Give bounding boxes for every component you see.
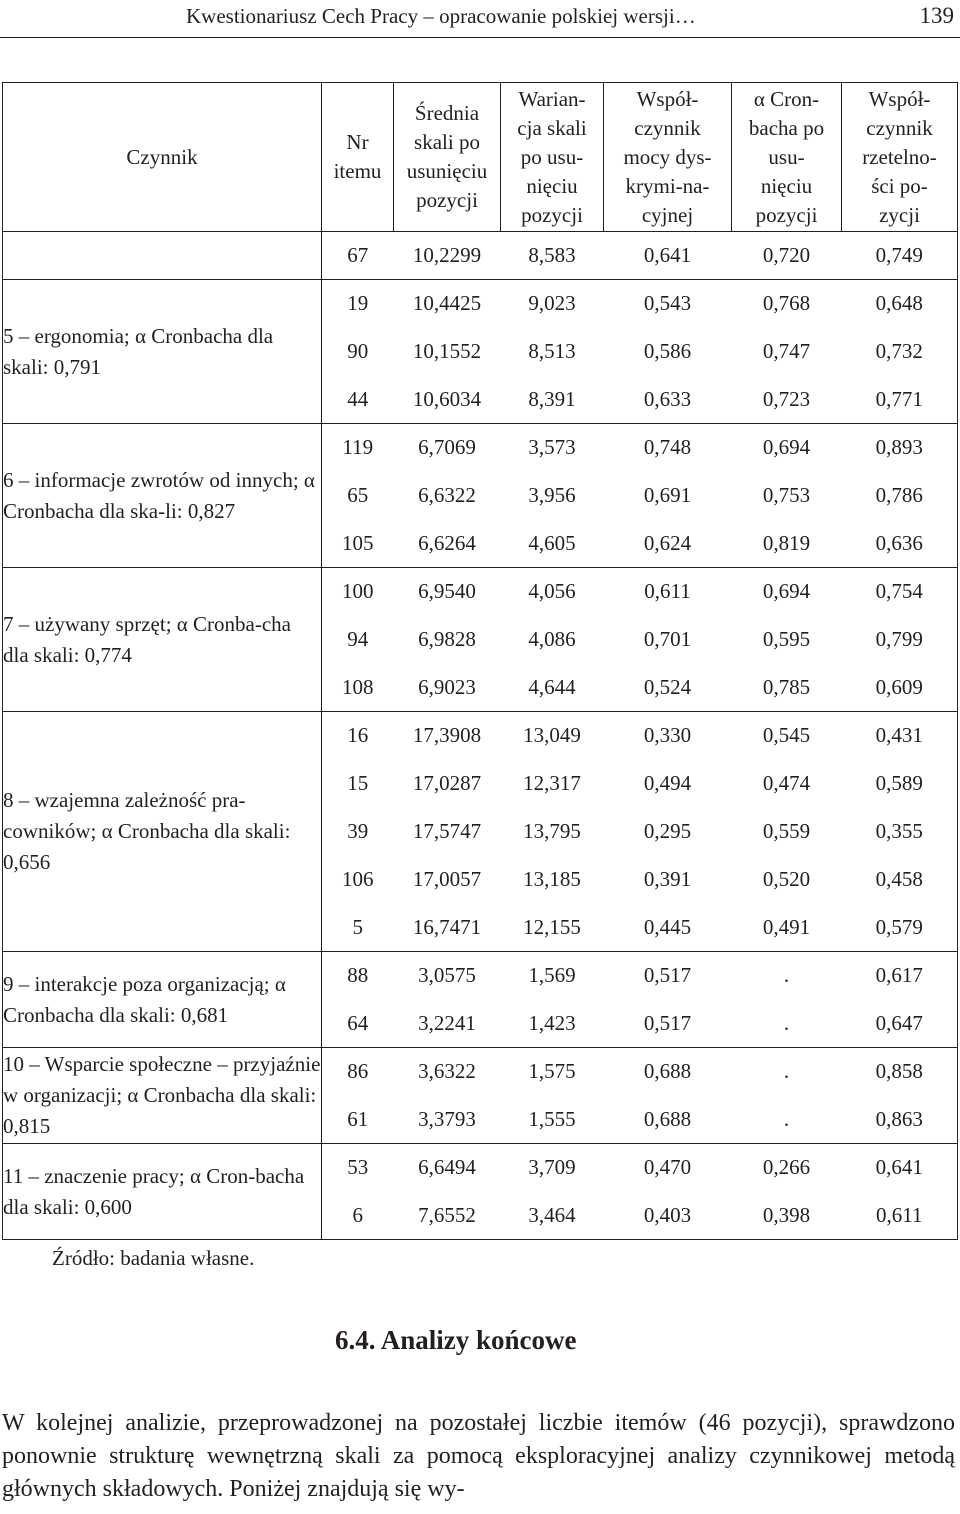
alpha-if-deleted-cell: 0,720 [732,232,842,280]
reliability-table [2,82,958,1240]
scale-variance-cell: 1,575 [528,1059,576,1084]
item-reliability-cell: 0,579 [842,904,958,952]
discrimination-power-cell: 0,641 [604,232,732,280]
scale-variance-cell: 1,569 [528,963,576,988]
discrimination-power-cell: 0,543 [643,291,692,316]
item-number-cell: 119 [322,424,394,472]
discrimination-power-cell: 0,624 [604,520,732,568]
table-row [3,424,958,472]
header-alpha-if-deleted: α Cron-bacha po usu-nięciu pozycji [732,83,842,232]
scale-variance-cell: 3,464 [501,1192,604,1240]
factor-cell [3,232,322,280]
discrimination-power-cell: 0,403 [604,1192,732,1240]
factor-cell: 8 – wzajemna zależność pra-cowników; α Cronbacha dla skali: 0,656 [3,712,322,952]
page-number: 139 [919,3,954,28]
section-heading: 6.4. Analizy końcowe [335,1325,577,1355]
scale-mean-cell: 16,7471 [394,904,501,952]
alpha-if-deleted-cell: 0,723 [732,376,842,424]
alpha-if-deleted-cell: . [783,963,790,988]
header-discrimination: Współ-czynnik mocy dys-krymi-na-cyjnej [604,83,732,232]
item-number-cell: 6 [322,1192,394,1240]
running-title: Kwestionariusz Cech Pracy – opracowanie polskiej wersji… [186,4,696,28]
table-row [3,1048,958,1096]
alpha-if-deleted-cell: 0,694 [762,579,811,604]
header-scale-variance: Warian-cja skali po usu-nięciu pozycji [501,83,604,232]
item-number-cell: 53 [322,1144,394,1192]
scale-mean-cell: 10,4425 [412,291,482,316]
scale-variance-cell: 8,391 [501,376,604,424]
item-number-cell: 16 [322,712,394,760]
item-reliability-cell: 0,617 [842,952,958,1000]
scale-mean-cell: 3,6322 [418,1059,476,1084]
item-reliability-cell: 0,458 [842,856,958,904]
scale-mean-cell: 17,0287 [412,771,482,795]
alpha-if-deleted-cell: 0,768 [762,291,811,316]
scale-mean-cell: 17,3908 [412,723,482,748]
scale-mean-cell: 6,6494 [418,1155,476,1180]
alpha-if-deleted-cell: 0,595 [762,627,811,651]
discrimination-power-cell: 0,688 [643,1059,692,1084]
alpha-if-deleted-cell: 0,398 [732,1192,842,1240]
discrimination-power-cell: 0,295 [643,819,692,843]
item-number-cell: 100 [322,568,394,616]
discrimination-power-cell: 0,688 [604,1096,732,1144]
scale-mean-cell: 3,3793 [394,1096,501,1144]
discrimination-power-cell: 0,517 [604,1000,732,1048]
item-reliability-cell: 0,648 [842,280,958,328]
item-number-cell: 86 [322,1048,394,1096]
item-reliability-cell: 0,749 [842,232,958,280]
factor-cell: 7 – używany sprzęt; α Cronba-cha dla skali: 0,774 [3,568,322,712]
alpha-if-deleted-cell: 0,266 [762,1155,811,1180]
running-head [0,0,960,38]
alpha-if-deleted-cell: 0,559 [762,819,811,843]
scale-mean-cell: 17,0057 [412,867,482,891]
alpha-if-deleted-cell: . [732,1000,842,1048]
item-number-cell: 88 [322,952,394,1000]
scale-mean-cell: 6,9828 [418,627,476,651]
item-reliability-cell: 0,893 [842,424,958,472]
factor-cell: 9 – interakcje poza organizacją; α Cronbacha dla skali: 0,681 [3,952,322,1048]
item-reliability-cell: 0,611 [842,1192,958,1240]
header-scale-mean: Średnia skali po usunięciu pozycji [394,83,501,232]
discrimination-power-cell: 0,470 [643,1155,692,1180]
header-item-number: Nr itemu [322,83,394,232]
item-reliability-cell: 0,641 [842,1144,958,1192]
discrimination-power-cell: 0,330 [643,723,692,748]
item-reliability-cell: 0,647 [842,1000,958,1048]
alpha-if-deleted-cell: 0,819 [732,520,842,568]
source-note: Źródło: badania własne. [52,1246,255,1270]
scale-variance-cell: 3,956 [528,483,576,507]
alpha-if-deleted-cell: 0,694 [762,435,811,460]
factor-cell: 6 – informacje zwrotów od innych; α Cronbacha dla ska-li: 0,827 [3,424,322,568]
scale-variance-cell: 4,605 [501,520,604,568]
alpha-if-deleted-cell: . [732,1096,842,1144]
item-number-cell: 65 [322,472,394,520]
discrimination-power-cell: 0,691 [643,483,692,507]
table-row [3,232,958,280]
scale-variance-cell: 4,056 [528,579,576,604]
item-number-cell: 105 [322,520,394,568]
scale-mean-cell: 3,0575 [418,963,476,988]
item-number-cell: 106 [322,856,394,904]
alpha-if-deleted-cell: . [783,1059,790,1084]
scale-mean-cell: 6,9023 [394,664,501,712]
discrimination-power-cell: 0,391 [643,867,692,891]
scale-mean-cell: 3,2241 [394,1000,501,1048]
scale-mean-cell: 10,1552 [412,339,482,363]
scale-variance-cell: 1,423 [501,1000,604,1048]
item-number-cell: 90 [322,328,394,376]
scale-variance-cell: 1,555 [501,1096,604,1144]
discrimination-power-cell: 0,586 [643,339,692,363]
alpha-if-deleted-cell: 0,491 [732,904,842,952]
scale-mean-cell: 17,5747 [412,819,482,843]
scale-variance-cell: 3,573 [528,435,576,460]
discrimination-power-cell: 0,494 [643,771,692,795]
alpha-if-deleted-cell: 0,785 [732,664,842,712]
header-factor: Czynnik [3,83,322,232]
scale-mean-cell: 6,9540 [418,579,476,604]
table-row [3,712,958,760]
item-reliability-cell: 0,355 [842,808,958,856]
item-reliability-cell: 0,799 [842,616,958,664]
item-reliability-cell: 0,732 [842,328,958,376]
factor-cell: 5 – ergonomia; α Cronbacha dla skali: 0,791 [3,280,322,424]
scale-variance-cell: 13,795 [523,819,581,843]
table-row [3,1144,958,1192]
item-reliability-cell: 0,589 [842,760,958,808]
table-row [3,568,958,616]
scale-variance-cell: 12,155 [501,904,604,952]
scale-variance-cell: 3,709 [528,1155,576,1180]
scale-variance-cell: 4,644 [501,664,604,712]
item-number-cell: 19 [322,280,394,328]
header-item-reliability: Współ-czynnik rzetelno-ści po-zycji [842,83,958,232]
item-number-cell: 94 [322,616,394,664]
item-reliability-cell: 0,771 [842,376,958,424]
item-number-cell: 15 [322,760,394,808]
item-reliability-cell: 0,609 [842,664,958,712]
item-number-cell: 39 [322,808,394,856]
scale-variance-cell: 8,583 [501,232,604,280]
scale-mean-cell: 6,7069 [418,435,476,460]
scale-mean-cell: 6,6264 [394,520,501,568]
discrimination-power-cell: 0,611 [644,579,691,604]
discrimination-power-cell: 0,633 [604,376,732,424]
header-rule [0,37,960,38]
item-number-cell: 64 [322,1000,394,1048]
alpha-if-deleted-cell: 0,520 [762,867,811,891]
alpha-if-deleted-cell: 0,753 [762,483,811,507]
scale-mean-cell: 6,6322 [418,483,476,507]
item-number-cell: 44 [322,376,394,424]
scale-mean-cell: 7,6552 [394,1192,501,1240]
item-number-cell: 67 [322,232,394,280]
item-reliability-cell: 0,754 [842,568,958,616]
scale-variance-cell: 13,049 [523,723,581,748]
body-paragraph: W kolejnej analizie, przeprowadzonej na pozostałej liczbie itemów (46 pozycji), sprawdzono ponownie strukturę wewnętrzną skali za pomocą eksploracyjnej analizy czynnikowej metodą głównych składowych. Poniżej znajdują się wy- [2,1410,955,1502]
item-reliability-cell: 0,858 [842,1048,958,1096]
discrimination-power-cell: 0,748 [643,435,692,460]
discrimination-power-cell: 0,445 [604,904,732,952]
item-number-cell: 5 [322,904,394,952]
scale-variance-cell: 4,086 [528,627,576,651]
scale-mean-cell: 10,2299 [394,232,501,280]
item-reliability-cell: 0,636 [842,520,958,568]
scale-variance-cell: 8,513 [528,339,576,363]
discrimination-power-cell: 0,524 [604,664,732,712]
factor-cell: 10 – Wsparcie społeczne – przyjaźnie w organizacji; α Cronbacha dla skali: 0,815 [3,1048,322,1144]
table-header-row [3,83,958,232]
item-reliability-cell: 0,431 [842,712,958,760]
alpha-if-deleted-cell: 0,545 [762,723,811,748]
table-row [3,952,958,1000]
item-reliability-cell: 0,786 [842,472,958,520]
item-reliability-cell: 0,863 [842,1096,958,1144]
table-row [3,280,958,328]
scale-variance-cell: 9,023 [528,291,576,316]
item-number-cell: 108 [322,664,394,712]
item-number-cell: 61 [322,1096,394,1144]
scale-variance-cell: 13,185 [523,867,581,891]
discrimination-power-cell: 0,517 [643,963,692,988]
table-body [3,232,958,1240]
alpha-if-deleted-cell: 0,747 [762,339,811,363]
alpha-if-deleted-cell: 0,474 [762,771,811,795]
discrimination-power-cell: 0,701 [643,627,692,651]
factor-cell: 11 – znaczenie pracy; α Cron-bacha dla skali: 0,600 [3,1144,322,1240]
scale-mean-cell: 10,6034 [394,376,501,424]
scale-variance-cell: 12,317 [523,771,581,795]
